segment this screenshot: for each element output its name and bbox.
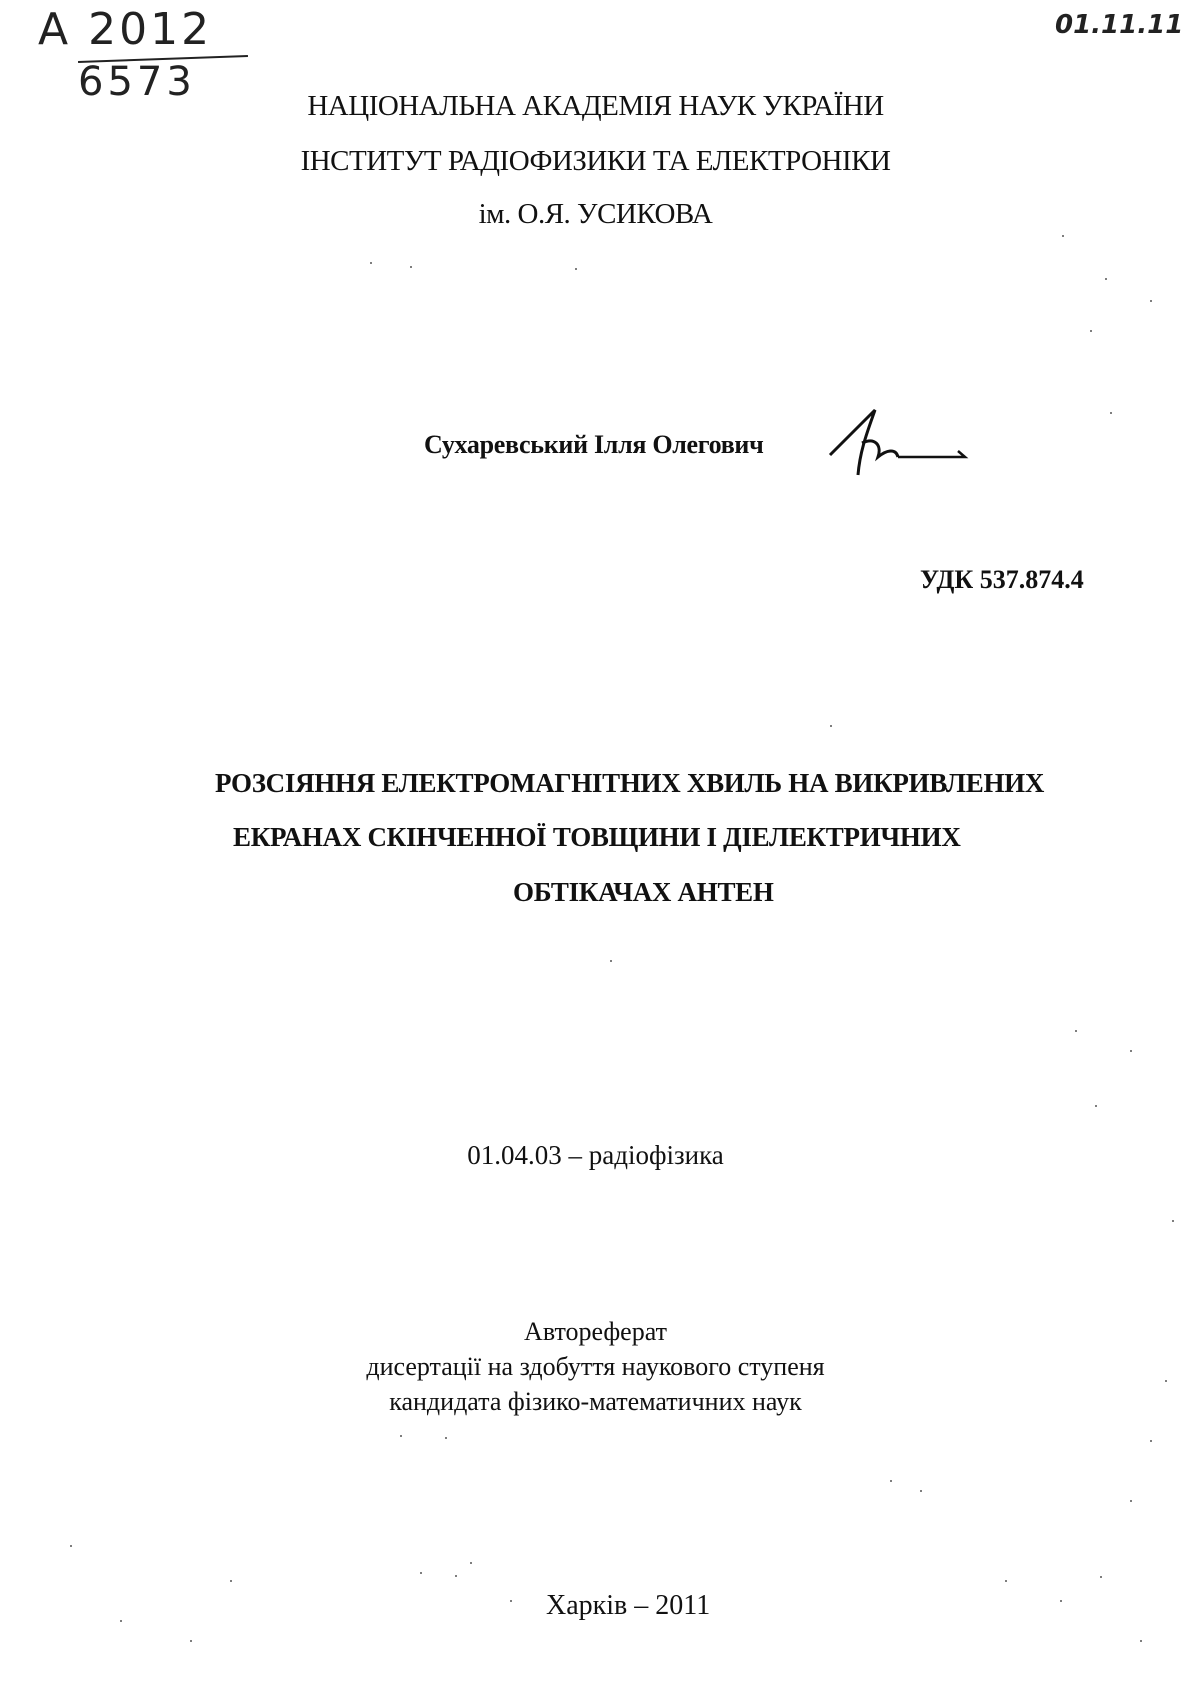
thesis-title-line3: ОБТІКАЧАХ АНТЕН (513, 877, 774, 907)
thesis-title-line2: ЕКРАНАХ СКІНЧЕННОЇ ТОВЩИНИ І ДІЕЛЕКТРИЧНИХ (233, 822, 961, 852)
city-year: Харків – 2011 (546, 1590, 711, 1621)
thesis-title-line1: РОЗСІЯННЯ ЕЛЕКТРОМАГНІТНИХ ХВИЛЬ НА ВИКРИВЛЕНИХ (215, 768, 1045, 798)
header-academy: НАЦІОНАЛЬНА АКАДЕМІЯ НАУК УКРАЇНИ (307, 90, 884, 122)
specialty: 01.04.03 – радіофізика (467, 1140, 724, 1170)
author-name: Сухаревський Ілля Олегович (424, 430, 764, 459)
archive-code-bottom: 6573 (78, 59, 196, 105)
header-institute-name: ім. О.Я. УСИКОВА (478, 198, 713, 230)
author-signature (820, 405, 970, 485)
document-type: Автореферат (524, 1317, 667, 1346)
degree-name: кандидата фізико-математичних наук (389, 1387, 802, 1416)
degree-purpose: дисертації на здобуття наукового ступеня (366, 1352, 825, 1381)
archive-date: 01.11.11 (1055, 10, 1184, 40)
udc-code: УДК 537.874.4 (920, 565, 1084, 594)
archive-code-top: А 2012 (38, 4, 213, 55)
header-institute: ІНСТИТУТ РАДІОФИЗИКИ ТА ЕЛЕКТРОНІКИ (300, 145, 891, 177)
